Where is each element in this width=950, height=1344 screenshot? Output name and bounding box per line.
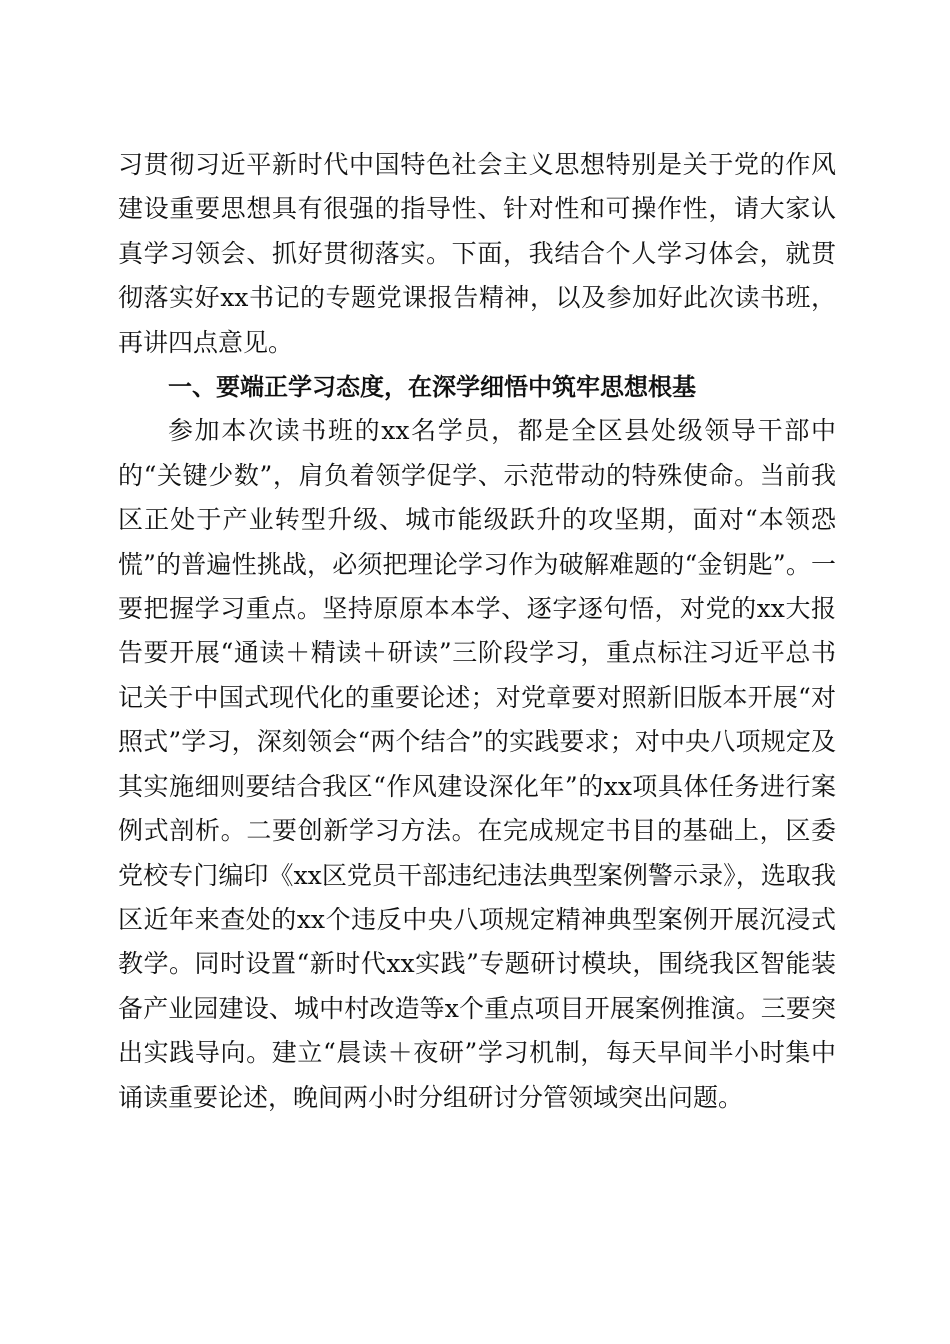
paragraph-study-attitude: 参加本次读书班的xx名学员，都是全区县处级领导干部中的“关键少数”，肩负着领学促学、示范带动的特殊使命。当前我区正处于产业转型升级、城市能级跃升的攻坚期，面对“本领恐慌”的普遍性挑战，必须把理论学习作为破解难题的“金钥匙”。一要把握学习重点。坚持原原本本学、逐字逐句悟，对党的xx大报告要开展“通读＋精读＋研读”三阶段学习，重点标注习近平总书记关于中国式现代化的重要论述；对党章要对照新旧版本开展“对照式”学习，深刻领会“两个结合”的实践要求；对中央八项规定及其实施细则要结合我区“作风建设深化年”的xx项具体任务进行案例式剖析。二要创新学习方法。在完成规定书目的基础上，区委党校专门编印《xx区党员干部违纪违法典型案例警示录》，选取我区近年来查处的xx个违反中央八项规定精神典型案例开展沉浸式教学。同时设置“新时代xx实践”专题研讨模块，围绕我区智能装备产业园建设、城中村改造等x个重点项目开展案例推演。三要突出实践导向。建立“晨读＋夜研”学习机制，每天早间半小时集中诵读重要论述，晚间两小时分组研讨分管领域突出问题。: [118, 416, 836, 1112]
section-heading-one: 一、要端正学习态度，在深学细悟中筑牢思想根基: [168, 373, 696, 402]
document-body: [118, 143, 836, 1120]
paragraph-continuation: 习贯彻习近平新时代中国特色社会主义思想特别是关于党的作风建设重要思想具有很强的指导性、针对性和可操作性，请大家认真学习领会、抓好贯彻落实。下面，我结合个人学习体会，就贯彻落实好xx书记的专题党课报告精神，以及参加好此次读书班，再讲四点意见。: [118, 150, 836, 357]
